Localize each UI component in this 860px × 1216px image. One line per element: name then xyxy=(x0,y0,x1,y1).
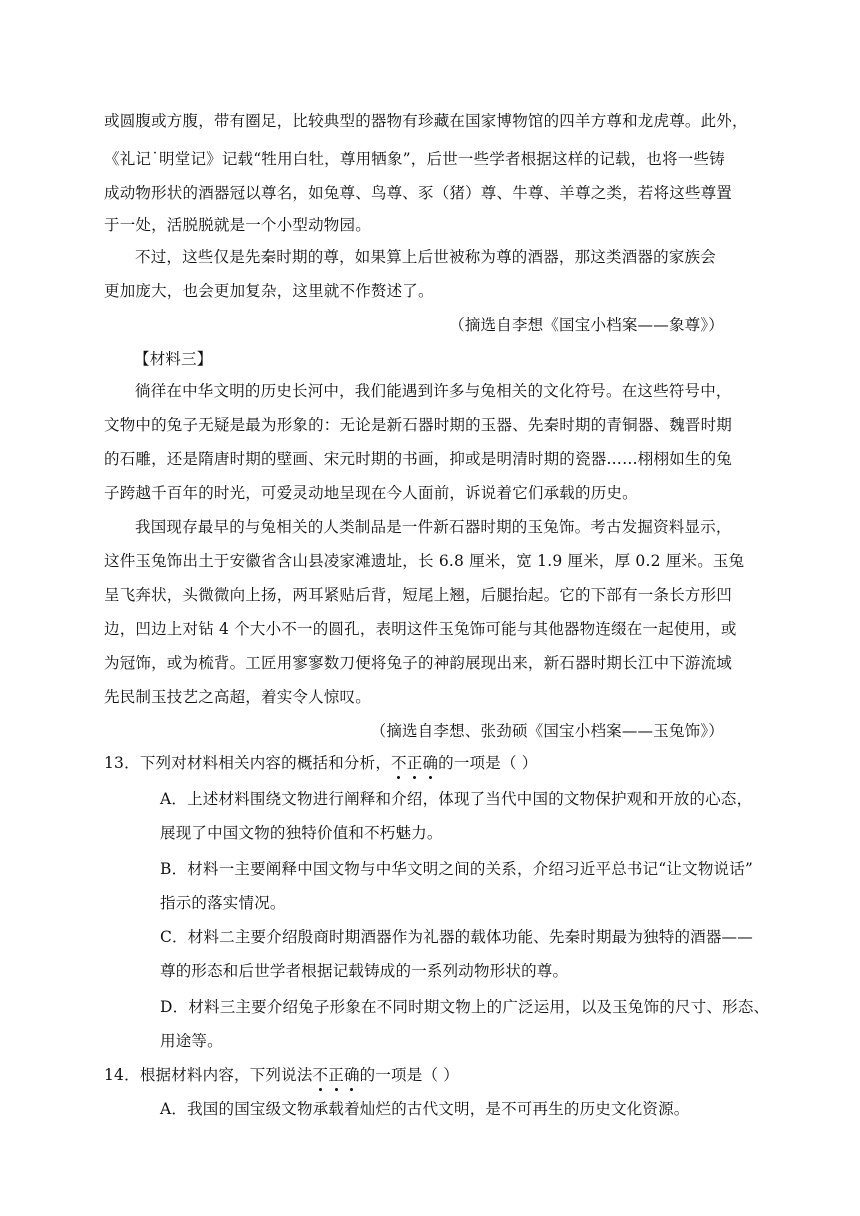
question-13-option-c: C．材料二主要介绍殷商时期酒器作为礼器的载体功能、先秦时期最为独特的酒器—— xyxy=(160,928,753,946)
paragraph-line: 的石雕，还是隋唐时期的壁画、宋元时期的书画，抑或是明清时期的瓷器……栩栩如生的兔 xyxy=(104,450,733,468)
question-13-option-a: 展现了中国文物的独特价值和不朽魅力。 xyxy=(160,824,443,842)
emphasis-dot-char: 不 xyxy=(312,1066,329,1084)
source-citation: （摘选自李想《国宝小档案——象尊》） xyxy=(449,316,724,334)
paragraph-line: 先民制玉技艺之高超，着实令人惊叹。 xyxy=(104,688,371,706)
question-14-stem: 14．根据材料内容，下列说法不正确的一项是（ ） xyxy=(104,1066,459,1084)
emphasis-dot-char: 不 xyxy=(391,754,407,772)
paragraph-line: 为冠饰，或为梳背。工匠用寥寥数刀便将兔子的神韵展现出来，新石器时期长江中下游流域 xyxy=(104,654,733,672)
emphasis-dot-char: 确 xyxy=(422,754,439,772)
paragraph-line: 文物中的兔子无疑是最为形象的：无论是新石器时期的玉器、先秦时期的青铜器、魏晋时期 xyxy=(104,416,733,434)
paragraph-line: 或圆腹或方腹，带有圈足，比较典型的器物有珍藏在国家博物馆的四羊方尊和龙虎尊。此外， xyxy=(104,112,748,130)
paragraph-line: 我国现存最早的与兔相关的人类制品是一件新石器时期的玉兔饰。考古发掘资料显示， xyxy=(135,518,732,536)
emphasis-dot-char: 正 xyxy=(406,754,423,772)
paragraph-line: 成动物形状的酒器冠以尊名，如兔尊、鸟尊、豕（猪）尊、牛尊、羊尊之类，若将这些尊置 xyxy=(104,184,733,202)
question-13-option-c: 尊的形态和后世学者根据记载铸成的一系列动物形状的尊。 xyxy=(160,962,569,980)
question-13-option-a: A．上述材料围绕文物进行阐释和介绍，体现了当代中国的文物保护观和开放的心态， xyxy=(160,790,753,808)
section-heading: 【材料三】 xyxy=(134,350,213,368)
paragraph-line: 《礼记˙明堂记》记载“牲用白牡，尊用牺象”，后世一些学者根据这样的记载，也将一些铸 xyxy=(104,150,725,168)
emphasis-dot-char: 正 xyxy=(328,1066,344,1084)
paragraph-line: 呈飞奔状，头微微向上扬，两耳紧贴后背，短尾上翘，后腿抬起。它的下部有一条长方形凹 xyxy=(104,586,733,604)
paragraph-line: 徜徉在中华文明的历史长河中，我们能遇到许多与兔相关的文化符号。在这些符号中， xyxy=(135,382,732,400)
paragraph-line: 边，凹边上对钻 4 个大小不一的圆孔，表明这件玉兔饰可能与其他器物连缀在一起使用，或 xyxy=(104,620,737,638)
paragraph-line: 子跨越千百年的时光，可爱灵动地呈现在今人面前，诉说着它们承载的历史。 xyxy=(104,484,638,502)
paragraph-line: 这件玉兔饰出土于安徽省含山县凌家滩遗址，长 6.8 厘米，宽 1.9 厘米，厚 0.2 厘米。玉兔 xyxy=(104,552,745,570)
paragraph-line: 更加庞大，也会更加复杂，这里就不作赘述了。 xyxy=(104,282,434,300)
source-citation: （摘选自李想、张劲硕《国宝小档案——玉兔饰》） xyxy=(370,722,724,740)
question-13-option-b: B．材料一主要阐释中国文物与中华文明之间的关系，介绍习近平总书记“让文物说话” xyxy=(160,860,754,878)
question-13-option-d: 用途等。 xyxy=(160,1032,223,1050)
emphasis-dot-char: 确 xyxy=(343,1066,360,1084)
paragraph-line: 不过，这些仅是先秦时期的尊，如果算上后世被称为尊的酒器，那这类酒器的家族会 xyxy=(135,248,716,266)
question-13-option-d: D．材料三主要介绍兔子形象在不同时期文物上的广泛运用，以及玉兔饰的尺寸、形态、 xyxy=(160,998,770,1016)
question-14-option-a: A．我国的国宝级文物承载着灿烂的古代文明，是不可再生的历史文化资源。 xyxy=(160,1100,690,1118)
question-13-option-b: 指示的落实情况。 xyxy=(160,894,286,912)
paragraph-line: 于一处，活脱脱就是一个小型动物园。 xyxy=(104,216,371,234)
question-13-stem: 13．下列对材料相关内容的概括和分析，不正确的一项是（ ） xyxy=(104,754,538,772)
